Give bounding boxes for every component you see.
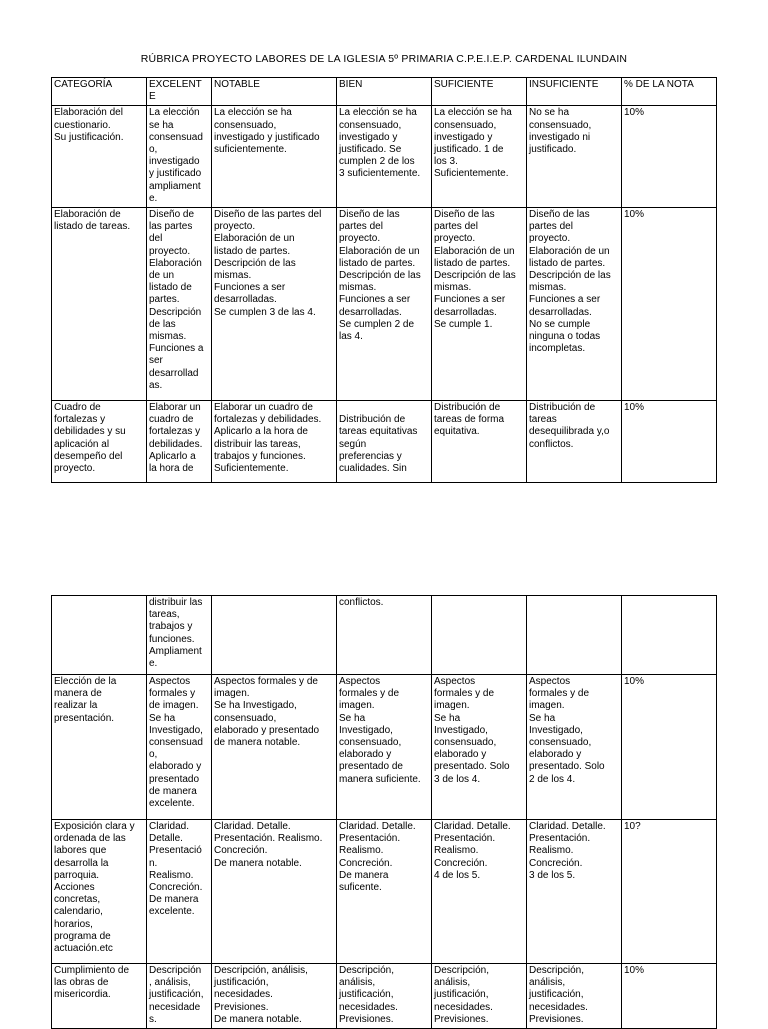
cell-excelente: Aspectos formales y de imagen. Se ha Investigado, consensuad o, elaborado y presentado de manera excelente. (147, 675, 212, 820)
cell-notable (212, 596, 337, 675)
cell-excelente: Diseño de las partes del proyecto. Elaboración de un listado de partes. Descripción de las mismas. Funciones a ser desarrollad as. (147, 208, 212, 401)
cell-porcentaje: 10% (622, 106, 717, 208)
cell-insuficiente: Descripción, análisis, justificación, necesidades. Previsiones. (527, 964, 622, 1029)
cell-notable: Descripción, análisis, justificación, necesidades. Previsiones. De manera notable. (212, 964, 337, 1029)
cell-categoria: Elección de la manera de realizar la presentación. (52, 675, 147, 820)
header-bien: BIEN (337, 78, 432, 106)
cell-suficiente: La elección se ha consensuado, investigado y justificado. 1 de los 3. Suficientemente. (432, 106, 527, 208)
cell-excelente: La elección se ha consensuad o, investigado y justificado ampliament e. (147, 106, 212, 208)
header-excelente: EXCELENT E (147, 78, 212, 106)
cell-insuficiente: Distribución de tareas desequilibrada y,o conflictos. (527, 401, 622, 483)
cell-bien: Diseño de las partes del proyecto. Elaboración de un listado de partes. Descripción de las mismas. Funciones a ser desarrolladas. Se cumplen 2 de las 4. (337, 208, 432, 401)
cell-notable: La elección se ha consensuado, investigado y justificado suficientemente. (212, 106, 337, 208)
cell-suficiente: Descripción, análisis, justificación, necesidades. Previsiones. (432, 964, 527, 1029)
cell-suficiente: Claridad. Detalle. Presentación. Realismo. Concreción. 4 de los 5. (432, 820, 527, 964)
cell-suficiente: Diseño de las partes del proyecto. Elaboración de un listado de partes. Descripción de las mismas. Funciones a ser desarrolladas. Se cumple 1. (432, 208, 527, 401)
cell-suficiente (432, 596, 527, 675)
cell-categoria: Exposición clara y ordenada de las labores que desarrolla la parroquia. Acciones concretas, calendario, horarios, programa de actuación.etc (52, 820, 147, 964)
header-categoria: CATEGORÍA (52, 78, 147, 106)
table-row (52, 596, 717, 675)
cell-excelente: Elaborar un cuadro de fortalezas y debilidades. Aplicarlo a la hora de (147, 401, 212, 483)
cell-excelente: Descripción , análisis, justificación, necesidade s. (147, 964, 212, 1029)
table-row (52, 106, 717, 208)
cell-bien: La elección se ha consensuado, investigado y justificado. Se cumplen 2 de los 3 suficientemente. (337, 106, 432, 208)
rubric-table-part-2 (51, 595, 717, 1029)
cell-suficiente: Aspectos formales y de imagen. Se ha Investigado, consensuado, elaborado y presentado. Solo 3 de los 4. (432, 675, 527, 820)
cell-categoria: Cumplimiento de las obras de misericordia. (52, 964, 147, 1029)
cell-insuficiente: No se ha consensuado, investigado ni justificado. (527, 106, 622, 208)
cell-suficiente: Distribución de tareas de forma equitativa. (432, 401, 527, 483)
table-row (52, 675, 717, 820)
rubric-table-part-1 (51, 77, 717, 483)
cell-porcentaje: 10? (622, 820, 717, 964)
cell-bien: Aspectos formales y de imagen. Se ha Investigado, consensuado, elaborado y presentado de manera suficiente. (337, 675, 432, 820)
cell-bien: conflictos. (337, 596, 432, 675)
table-row (52, 964, 717, 1029)
header-insuficiente: INSUFICIENTE (527, 78, 622, 106)
cell-porcentaje: 10% (622, 675, 717, 820)
table-row (52, 820, 717, 964)
table-row (52, 401, 717, 483)
cell-porcentaje: 10% (622, 208, 717, 401)
cell-categoria (52, 596, 147, 675)
cell-excelente: distribuir las tareas, trabajos y funciones. Ampliament e. (147, 596, 212, 675)
cell-bien: Descripción, análisis, justificación, necesidades. Previsiones. (337, 964, 432, 1029)
cell-notable: Diseño de las partes del proyecto. Elaboración de un listado de partes. Descripción de las mismas. Funciones a ser desarrolladas. Se cumplen 3 de las 4. (212, 208, 337, 401)
cell-bien: Claridad. Detalle. Presentación. Realismo. Concreción. De manera suficente. (337, 820, 432, 964)
document-title: RÚBRICA PROYECTO LABORES DE LA IGLESIA 5º PRIMARIA C.P.E.I.E.P. CARDENAL ILUNDAIN (140, 53, 628, 65)
cell-insuficiente: Diseño de las partes del proyecto. Elaboración de un listado de partes. Descripción de las mismas. Funciones a ser desarrolladas. No se cumple ninguna o todas incompletas. (527, 208, 622, 401)
cell-porcentaje (622, 596, 717, 675)
header-notable: NOTABLE (212, 78, 337, 106)
cell-categoria: Elaboración de listado de tareas. (52, 208, 147, 401)
cell-porcentaje: 10% (622, 964, 717, 1029)
cell-categoria: Cuadro de fortalezas y debilidades y su aplicación al desempeño del proyecto. (52, 401, 147, 483)
cell-notable: Elaborar un cuadro de fortalezas y debilidades. Aplicarlo a la hora de distribuir las tareas, trabajos y funciones. Suficientemente. (212, 401, 337, 483)
cell-insuficiente: Aspectos formales y de imagen. Se ha Investigado, consensuado, elaborado y presentado. Solo 2 de los 4. (527, 675, 622, 820)
cell-notable: Aspectos formales y de imagen. Se ha Investigado, consensuado, elaborado y presentado de manera notable. (212, 675, 337, 820)
cell-porcentaje: 10% (622, 401, 717, 483)
header-porcentaje: % DE LA NOTA (622, 78, 717, 106)
cell-bien: Distribución de tareas equitativas según preferencias y cualidades. Sin (337, 401, 432, 483)
header-row (52, 78, 717, 106)
cell-categoria: Elaboración del cuestionario. Su justificación. (52, 106, 147, 208)
cell-insuficiente (527, 596, 622, 675)
header-suficiente: SUFICIENTE (432, 78, 527, 106)
cell-insuficiente: Claridad. Detalle. Presentación. Realismo. Concreción. 3 de los 5. (527, 820, 622, 964)
table-row (52, 208, 717, 401)
cell-excelente: Claridad. Detalle. Presentació n. Realismo. Concreción. De manera excelente. (147, 820, 212, 964)
cell-notable: Claridad. Detalle. Presentación. Realismo. Concreción. De manera notable. (212, 820, 337, 964)
